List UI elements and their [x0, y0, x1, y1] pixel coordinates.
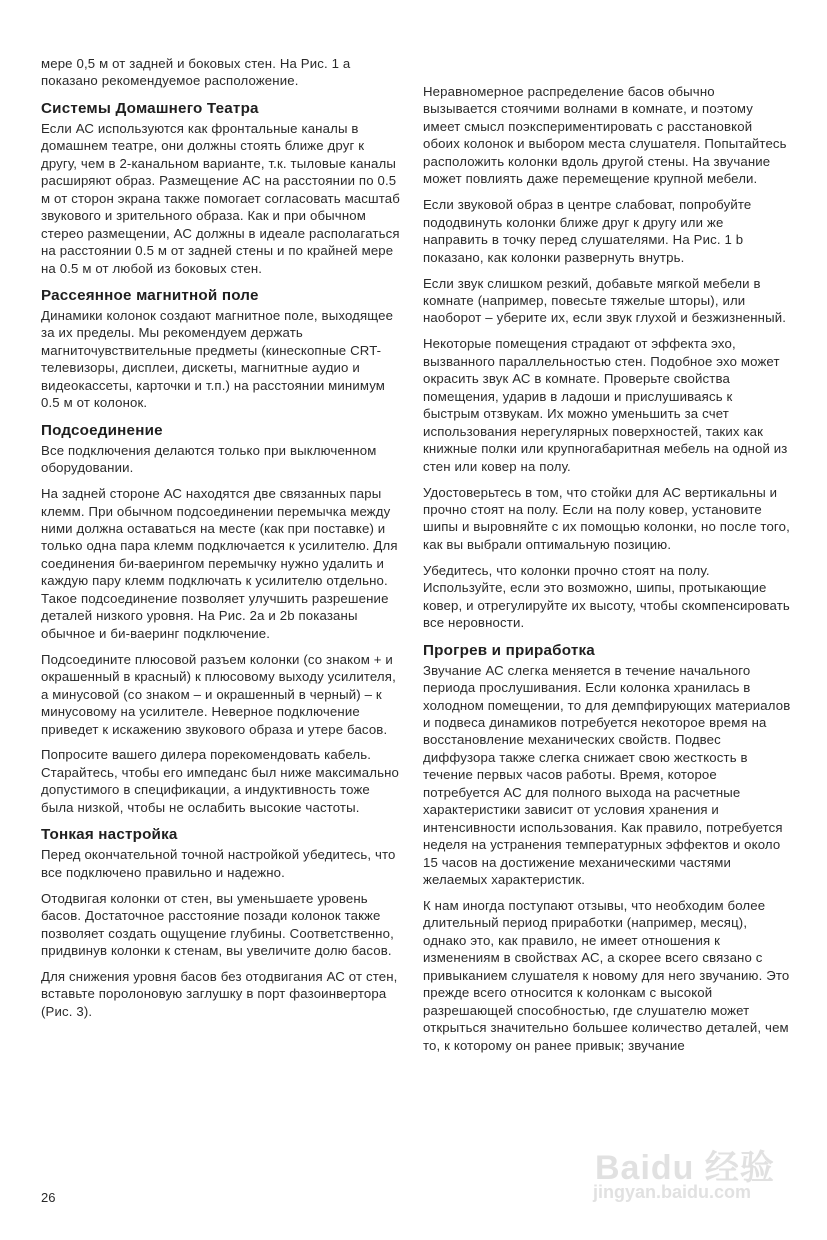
paragraph: Звучание АС слегка меняется в течение начального периода прослушивания. Если колонка хранилась в холодном помещении, то для демпфирующих материалов и подвеса динамиков потребуется некоторое время на восстановление механических свойств. Подвес диффузора также слегка снижает свою жесткость в течение первых часов работы. Время, которое потребуется АС для полного выхода на расчетные характеристики зависит от условия хранения и интенсивности использования. Как правило, потребуется неделя на устранения температурных эффектов и около 15 часов на достижение механическими частями желаемых характеристик. — [423, 662, 791, 888]
watermark — [585, 1140, 805, 1210]
watermark-url: jingyan.baidu.com — [593, 1182, 752, 1202]
paragraph: Убедитесь, что колонки прочно стоят на полу. Используйте, если это возможно, шипы, протыкающие ковер, и отрегулируйте их высоту, чтобы скомпенсировать все неровности. — [423, 562, 790, 631]
paragraph: На задней стороне АС находятся две связанных пары клемм. При обычном подсоединении перемычка между ними должна оставаться на месте (как при поставке) и только одна пара клемм подключается к усилителю. Для соединения би-ваерингом перемычку нужно удалить и каждую пару клемм подключать к усилителю отдельно. Такое подсоединение позволяет улучшить разрешение деталей низкого уровня. На Рис. 2а и 2b показаны обычное и би-ваеринг подключение. — [41, 486, 398, 641]
right-column — [423, 83, 791, 1063]
section-heading-break-in: Прогрев и приработка — [423, 641, 595, 659]
paragraph: Подсоедините плюсовой разъем колонки (со знаком + и окрашенный в красный) к плюсовому выходу усилителя, а минусовой (со знаком – и окрашенный в черный) – к минусовому на усилителе. Неверное подключение приведет к искажению звукового образа и утере басов. — [41, 651, 396, 737]
paragraph: Неравномерное распределение басов обычно вызывается стоячими волнами в комнате, и поэтому имеет смысл поэкспериментировать с расстановкой обоих колонок и выбором места слушателя. Попытайтесь расположить колонки вдоль другой стены. На звучание может повлиять даже перемещение крупной мебели. — [423, 84, 787, 187]
paragraph: Если звук слишком резкий, добавьте мягкой мебели в комнате (например, повесьте тяжелые шторы), или наоборот – уберите их, если звук глухой и безжизненный. — [423, 275, 787, 326]
paragraph: мере 0,5 м от задней и боковых стен. На Рис. 1 а показано рекомендуемое расположение. — [41, 56, 351, 89]
paragraph: Перед окончательной точной настройкой убедитесь, что все подключено правильно и надежно. — [41, 847, 396, 880]
paragraph: Динамики колонок создают магнитное поле, выходящее за их пределы. Мы рекомендуем держать магниточувствительные предметы (кинескопные CRT-телевизоры, дисплеи, дискеты, магнитные аудио и видеокассеты, карточки и т.п.) на расстоянии минимум 0.5 м от колонок. — [41, 307, 394, 411]
paragraph: Удостоверьтесь в том, что стойки для АС вертикальны и прочно стоят на полу. Если на полу ковер, установите шипы и выровняйте с их помощью колонки, но после того, как вы выбрали оптимальную позицию. — [423, 484, 790, 552]
section-heading-connection: Подсоединение — [41, 421, 163, 439]
section-heading-home-theater: Системы Домашнего Театра — [41, 99, 259, 117]
paragraph: Для снижения уровня басов без отодвигания АС от стен, вставьте поролоновую заглушку в порт фазоинвертора (Рис. 3). — [41, 968, 398, 1019]
paragraph: Попросите вашего дилера порекомендовать кабель. Старайтесь, чтобы его импеданс был ниже максимально допустимого в спецификации, а индуктивность тоже была низкой, чтобы не ослабить высокие частоты. — [41, 747, 400, 815]
paragraph: Некоторые помещения страдают от эффекта эхо, вызванного параллельностью стен. Подобное эхо может окрасить звук АС в комнате. Проверьте свойства помещения, ударив в ладоши и прислушиваясь к быстрым отзвукам. Их можно уменьшить за счет использования нерегулярных поверхностей, таких как книжные полки или крупногабаритная мебель на одной из стен или ковер на полу. — [423, 336, 788, 474]
paragraph: Если звуковой образ в центре слабоват, попробуйте пододвинуть колонки ближе друг к другу или же направить в точку перед слушателями. На Рис. 1 b показано, как колонки развернуть внутрь. — [423, 197, 752, 265]
watermark-logo: Baidu 经验 — [595, 1149, 775, 1187]
section-heading-magnetic-field: Рассеянное магнитной поле — [41, 286, 259, 304]
paragraph: Все подключения делаются только при выключенном оборудовании. — [41, 442, 377, 476]
paragraph: К нам иногда поступают отзывы, что необходим более длительный период приработки (например, месяц), однако это, как правило, не имеет отношения к изменениям в свойствах АС, а скорее всего связано с привыканием слушателя к новому для него звучанию. Это прежде всего относится к колонкам с высокой разрешающей способностью, где слушателю может открыться значительно большее количество деталей, чем то, к которому он ранее привык; звучание — [423, 898, 790, 1053]
paragraph: Отодвигая колонки от стен, вы уменьшаете уровень басов. Достаточное расстояние позади колонок также позволяет создать ощущение глубины. Соответственно, придвинув колонки к стенам, вы увеличите долю басов. — [41, 890, 394, 959]
paragraph: Если АС используются как фронтальные каналы в домашнем театре, они должны стоять ближе друг к другу, чем в 2-канальном варианте, т.к. тыловые каналы расширяют образ. Размещение АС на расстоянии по 0.5 м от сторон экрана также помогает согласовать масштаб звукового и зрительного образа. Как и при обычном стерео размещении, АС должны в идеале располагаться на расстоянии 0.5 м от задней стены и по крайней мере на 0.5 м от любой из боковых стен. — [41, 120, 400, 276]
page-number: 26 — [41, 1190, 56, 1205]
left-column — [41, 55, 403, 1029]
section-heading-fine-tuning: Тонкая настройка — [41, 826, 178, 844]
